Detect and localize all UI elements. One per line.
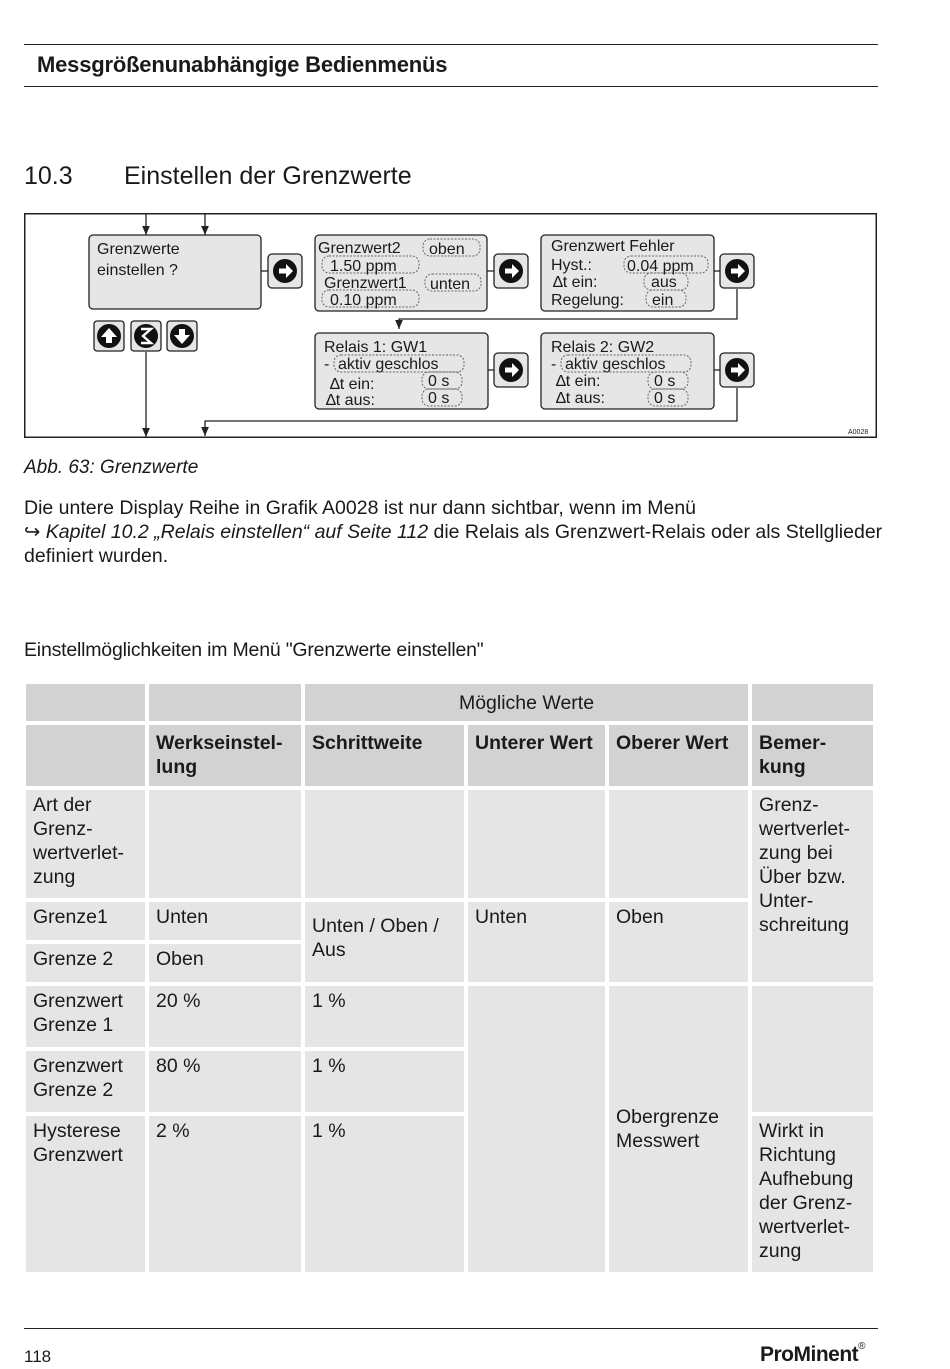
menu-flow-diagram (24, 213, 877, 438)
display-limit-error (541, 235, 714, 311)
start-display (89, 235, 261, 309)
header-remark: Bemer-kung (752, 725, 873, 786)
figure-code: A0028 (848, 429, 869, 436)
display-relay-2 (541, 333, 714, 409)
body-text-part1: Die untere Display Reihe in Grafik A0028 ist nur dann sichtbar, wenn im Menü (24, 497, 697, 519)
row-label: Grenze1 (26, 902, 145, 940)
display1-line4: 0.10 ppm (330, 292, 397, 309)
display1-line2: 1.50 ppm (330, 258, 397, 275)
start-display-line1: Grenzwerte (97, 241, 180, 258)
link-arrow-icon: ↪ (24, 521, 41, 543)
row-label: Grenzwert Grenze 1 (26, 986, 145, 1047)
display-relay-1 (315, 333, 488, 409)
display1-line1: Grenzwert2 (318, 240, 401, 257)
display4-line2: - (551, 356, 557, 373)
row-label: Art der Grenz-wertverlet-zung (26, 790, 145, 898)
default-value: 2 % (149, 1116, 301, 1272)
step-value: 1 % (305, 986, 464, 1047)
row-label: Hysterese Grenzwert (26, 1116, 145, 1272)
registered-mark: ® (858, 1341, 866, 1352)
display-limit-values (315, 235, 487, 311)
footer-rule (24, 1328, 878, 1329)
down-key-icon[interactable] (167, 321, 197, 351)
remark-cell: Grenz-wertverlet-zung bei Über bzw. Unter-schreitung (752, 790, 873, 982)
header-default: Werkseinstel-lung (149, 725, 301, 786)
header-empty-cell (752, 684, 873, 721)
page-number: 118 (24, 1347, 52, 1366)
running-header: Messgrößenunabhängige Bedienmenüs (37, 52, 448, 77)
display4-val3: 0 s (654, 373, 676, 390)
step-value: Unten / Oben / Aus (305, 902, 464, 982)
body-paragraph (24, 496, 884, 568)
header-rule-top (24, 44, 878, 45)
up-key-icon[interactable] (94, 321, 124, 351)
display2-line2: Hyst.: (551, 257, 592, 274)
header-empty-cell (26, 684, 145, 721)
display4-val4: 0 s (654, 390, 676, 407)
lower-value (468, 986, 605, 1272)
display3-line3: ∆t ein: (330, 376, 375, 393)
display3-val4: 0 s (428, 390, 450, 407)
display2-line4: Regelung: (551, 292, 624, 309)
default-value: 80 % (149, 1051, 301, 1112)
remark-cell (752, 986, 873, 1112)
chapter-link[interactable]: Kapitel 10.2 „Relais einstellen“ auf Seite 112 (45, 521, 429, 543)
display2-val2: 0.04 ppm (627, 258, 694, 275)
next-arrow-icon[interactable] (494, 353, 528, 387)
next-arrow-icon[interactable] (494, 254, 528, 288)
start-display-line2: einstellen ? (97, 262, 178, 279)
display3-line1: Relais 1: GW1 (324, 339, 428, 356)
header-empty-cell (26, 725, 145, 786)
table-heading: Einstellmöglichkeiten im Menü "Grenzwerte einstellen" (24, 639, 484, 661)
section-title: Einstellen der Grenzwerte (124, 162, 412, 190)
display1-line3: Grenzwert1 (324, 275, 407, 292)
header-empty-cell (149, 684, 301, 721)
row-label: Grenze 2 (26, 944, 145, 982)
settings-table (22, 680, 877, 1276)
step-value: 1 % (305, 1051, 464, 1112)
remark-cell: Wirkt in Richtung Aufhebung der Grenz-wertverlet-zung (752, 1116, 873, 1272)
table-cell (468, 790, 605, 898)
display4-line4: ∆t aus: (556, 390, 605, 407)
figure-caption: Abb. 63: Grenzwerte (24, 457, 199, 478)
header-lower: Unterer Wert (468, 725, 605, 786)
display4-line3: ∆t ein: (556, 373, 601, 390)
upper-value: Obergrenze Messwert (609, 986, 748, 1272)
step-value: 1 % (305, 1116, 464, 1272)
default-value: 20 % (149, 986, 301, 1047)
header-rule-bottom (24, 86, 878, 87)
display3-line2: - (324, 356, 330, 373)
display4-val2: aktiv geschlos (565, 356, 666, 373)
header-possible-values: Mögliche Werte (305, 684, 748, 721)
display2-line3: ∆t ein: (553, 274, 598, 291)
header-upper: Oberer Wert (609, 725, 748, 786)
display4-line1: Relais 2: GW2 (551, 339, 655, 356)
brand-logo (760, 1343, 865, 1367)
table-cell (609, 790, 748, 898)
next-arrow-icon[interactable] (268, 254, 302, 288)
default-value: Oben (149, 944, 301, 982)
display2-val3: aus (651, 274, 677, 291)
default-value: Unten (149, 902, 301, 940)
display3-val2: aktiv geschlos (338, 356, 439, 373)
next-arrow-icon[interactable] (720, 353, 754, 387)
upper-value: Oben (609, 902, 748, 982)
lower-value: Unten (468, 902, 605, 982)
table-cell (149, 790, 301, 898)
body-text-part2: die Relais als Grenzwert-Relais oder als Stellglieder definiert wurden. (24, 521, 883, 567)
display1-val3: unten (430, 276, 471, 293)
header-step: Schrittweite (305, 725, 464, 786)
display3-val3: 0 s (428, 373, 450, 390)
display2-val4: ein (652, 292, 674, 309)
row-label: Grenzwert Grenze 2 (26, 1051, 145, 1112)
enter-key-icon[interactable] (131, 321, 161, 351)
display1-val1: oben (429, 241, 465, 258)
display2-line1: Grenzwert Fehler (551, 238, 675, 255)
section-number: 10.3 (24, 162, 73, 190)
next-arrow-icon[interactable] (720, 254, 754, 288)
brand-name: ProMinent (760, 1343, 859, 1366)
table-cell (305, 790, 464, 898)
display3-line4: ∆t aus: (326, 392, 375, 409)
